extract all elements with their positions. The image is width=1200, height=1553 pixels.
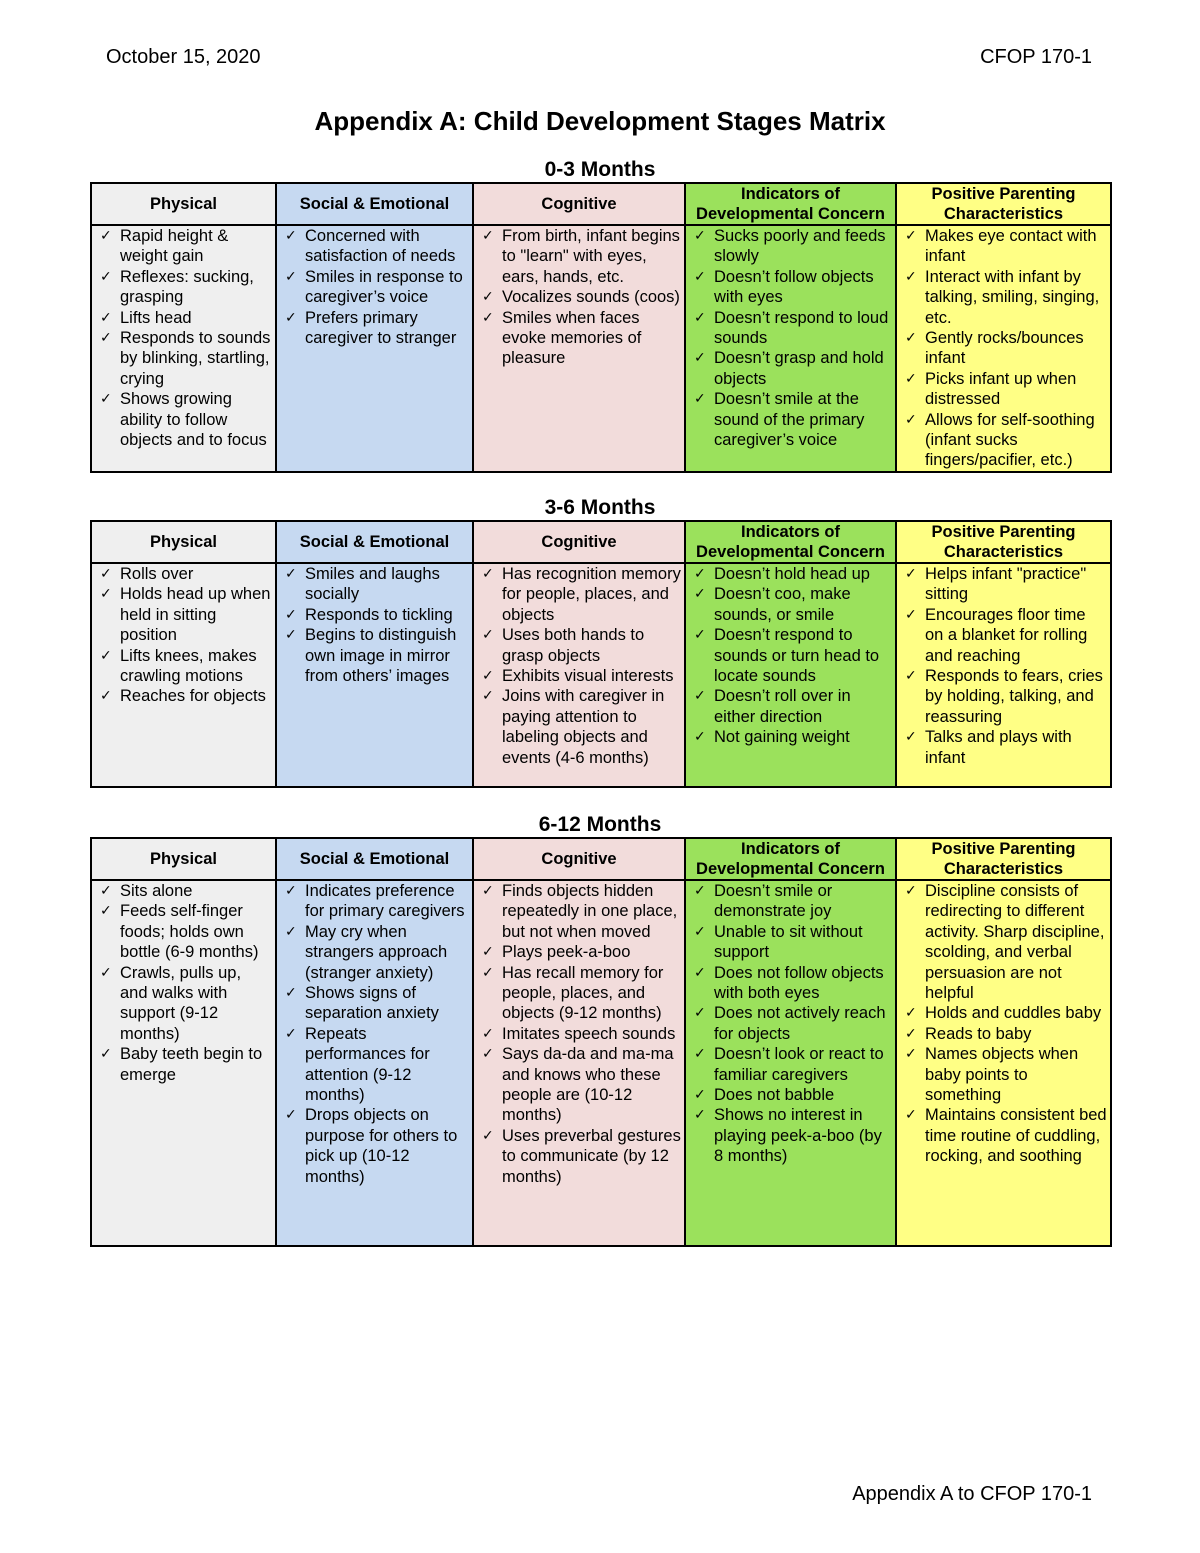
header-row bbox=[91, 521, 1111, 563]
cell-parenting bbox=[896, 225, 1111, 472]
cell-social bbox=[276, 225, 473, 472]
col-header-physical: Physical bbox=[91, 838, 276, 880]
checklist-item: ✓ Responds to sounds by blinking, startling, crying bbox=[100, 328, 273, 389]
checklist bbox=[686, 881, 895, 1167]
matrix-table-3-6 bbox=[90, 520, 1112, 788]
checklist bbox=[897, 881, 1110, 1167]
col-header-indicators: Indicators of Developmental Concern bbox=[685, 521, 896, 563]
cell-cognitive bbox=[473, 225, 685, 472]
col-header-physical: Physical bbox=[91, 521, 276, 563]
cell-social bbox=[276, 563, 473, 787]
col-header-cognitive: Cognitive bbox=[473, 183, 685, 225]
col-header-social: Social & Emotional bbox=[276, 838, 473, 880]
col-header-physical: Physical bbox=[91, 183, 276, 225]
checklist bbox=[474, 564, 684, 768]
checklist bbox=[277, 881, 472, 1187]
checklist-item: ✓ Doesn’t smile or demonstrate joy bbox=[694, 881, 893, 922]
checklist-item: ✓ Says da-da and ma-ma and knows who these people are (10-12 months) bbox=[482, 1044, 682, 1126]
checklist-item: ✓ Concerned with satisfaction of needs bbox=[285, 226, 470, 267]
checklist-item: ✓ Encourages floor time on a blanket for rolling and reaching bbox=[905, 605, 1108, 666]
cell-cognitive bbox=[473, 563, 685, 787]
cell-physical bbox=[91, 225, 276, 472]
checklist bbox=[92, 226, 275, 450]
col-header-indicators: Indicators of Developmental Concern bbox=[685, 838, 896, 880]
header-doc-id: CFOP 170-1 bbox=[980, 46, 1092, 68]
checklist-item: ✓ Not gaining weight bbox=[694, 727, 893, 747]
checklist-item: ✓ Does not actively reach for objects bbox=[694, 1003, 893, 1044]
matrix-table-6-12 bbox=[90, 837, 1112, 1247]
content-row bbox=[91, 225, 1111, 472]
checklist-item: ✓ Helps infant "practice" sitting bbox=[905, 564, 1108, 605]
checklist-item: ✓ Lifts knees, makes crawling motions bbox=[100, 646, 273, 687]
checklist-item: ✓ Makes eye contact with infant bbox=[905, 226, 1108, 267]
checklist-item: ✓ Uses both hands to grasp objects bbox=[482, 625, 682, 666]
checklist-item: ✓ Responds to fears, cries by holding, talking, and reassuring bbox=[905, 666, 1108, 727]
content-row bbox=[91, 880, 1111, 1246]
cell-indicators bbox=[685, 563, 896, 787]
section-title-0-3: 0-3 Months bbox=[544, 158, 656, 181]
checklist-item: ✓ Baby teeth begin to emerge bbox=[100, 1044, 273, 1085]
checklist-item: ✓ Smiles when faces evoke memories of pleasure bbox=[482, 308, 682, 369]
col-header-cognitive: Cognitive bbox=[473, 521, 685, 563]
checklist-item: ✓ Prefers primary caregiver to stranger bbox=[285, 308, 470, 349]
section-title-6-12: 6-12 Months bbox=[538, 813, 662, 836]
checklist-item: ✓ Does not babble bbox=[694, 1085, 893, 1105]
checklist-item: ✓ Feeds self-finger foods; holds own bottle (6-9 months) bbox=[100, 901, 273, 962]
checklist-item: ✓ Reaches for objects bbox=[100, 686, 273, 706]
checklist-item: ✓ Imitates speech sounds bbox=[482, 1024, 682, 1044]
checklist-item: ✓ Discipline consists of redirecting to different activity. Sharp discipline, scolding, and verbal persuasion are not helpful bbox=[905, 881, 1108, 1003]
checklist bbox=[897, 226, 1110, 471]
cell-indicators bbox=[685, 880, 896, 1246]
checklist-item: ✓ Gently rocks/bounces infant bbox=[905, 328, 1108, 369]
header-date: October 15, 2020 bbox=[106, 46, 261, 68]
checklist-item: ✓ Maintains consistent bed time routine of cuddling, rocking, and soothing bbox=[905, 1105, 1108, 1166]
checklist-item: ✓ Lifts head bbox=[100, 308, 273, 328]
cell-physical bbox=[91, 880, 276, 1246]
checklist bbox=[897, 564, 1110, 768]
checklist bbox=[474, 226, 684, 369]
checklist-item: ✓ Crawls, pulls up, and walks with support (9-12 months) bbox=[100, 963, 273, 1045]
checklist-item: ✓ Doesn’t smile at the sound of the primary caregiver’s voice bbox=[694, 389, 893, 450]
checklist-item: ✓ Unable to sit without support bbox=[694, 922, 893, 963]
checklist bbox=[277, 226, 472, 348]
checklist-item: ✓ Shows growing ability to follow objects and to focus bbox=[100, 389, 273, 450]
checklist bbox=[92, 881, 275, 1085]
checklist-item: ✓ Rapid height & weight gain bbox=[100, 226, 273, 267]
cell-physical bbox=[91, 563, 276, 787]
checklist-item: ✓ Responds to tickling bbox=[285, 605, 470, 625]
header-row bbox=[91, 838, 1111, 880]
col-header-indicators: Indicators of Developmental Concern bbox=[685, 183, 896, 225]
page-footer: Appendix A to CFOP 170-1 bbox=[852, 1483, 1092, 1505]
checklist-item: ✓ Doesn’t hold head up bbox=[694, 564, 893, 584]
checklist-item: ✓ Indicates preference for primary caregivers bbox=[285, 881, 470, 922]
checklist-item: ✓ Plays peek-a-boo bbox=[482, 942, 682, 962]
cell-social bbox=[276, 880, 473, 1246]
content-row bbox=[91, 563, 1111, 787]
col-header-social: Social & Emotional bbox=[276, 521, 473, 563]
checklist-item: ✓ Repeats performances for attention (9-12 months) bbox=[285, 1024, 470, 1106]
checklist-item: ✓ Picks infant up when distressed bbox=[905, 369, 1108, 410]
col-header-parenting: Positive Parenting Characteristics bbox=[896, 838, 1111, 880]
col-header-cognitive: Cognitive bbox=[473, 838, 685, 880]
checklist-item: ✓ Doesn’t coo, make sounds, or smile bbox=[694, 584, 893, 625]
checklist-item: ✓ Interact with infant by talking, smiling, singing, etc. bbox=[905, 267, 1108, 328]
checklist-item: ✓ Doesn’t follow objects with eyes bbox=[694, 267, 893, 308]
checklist bbox=[277, 564, 472, 686]
col-header-parenting: Positive Parenting Characteristics bbox=[896, 183, 1111, 225]
checklist-item: ✓ Allows for self-soothing (infant sucks fingers/pacifier, etc.) bbox=[905, 410, 1108, 471]
cell-cognitive bbox=[473, 880, 685, 1246]
checklist bbox=[92, 564, 275, 707]
checklist-item: ✓ Talks and plays with infant bbox=[905, 727, 1108, 768]
checklist-item: ✓ Sits alone bbox=[100, 881, 273, 901]
checklist-item: ✓ Doesn’t respond to loud sounds bbox=[694, 308, 893, 349]
checklist-item: ✓ Holds and cuddles baby bbox=[905, 1003, 1108, 1023]
checklist-item: ✓ Reads to baby bbox=[905, 1024, 1108, 1044]
cell-indicators bbox=[685, 225, 896, 472]
checklist-item: ✓ Finds objects hidden repeatedly in one place, but not when moved bbox=[482, 881, 682, 942]
checklist-item: ✓ Smiles in response to caregiver’s voice bbox=[285, 267, 470, 308]
matrix-table-0-3 bbox=[90, 182, 1112, 473]
checklist-item: ✓ Does not follow objects with both eyes bbox=[694, 963, 893, 1004]
checklist-item: ✓ Uses preverbal gestures to communicate (by 12 months) bbox=[482, 1126, 682, 1187]
checklist-item: ✓ Rolls over bbox=[100, 564, 273, 584]
checklist-item: ✓ Shows signs of separation anxiety bbox=[285, 983, 470, 1024]
checklist-item: ✓ Drops objects on purpose for others to pick up (10-12 months) bbox=[285, 1105, 470, 1187]
checklist-item: ✓ Smiles and laughs socially bbox=[285, 564, 470, 605]
checklist-item: ✓ Has recognition memory for people, places, and objects bbox=[482, 564, 682, 625]
col-header-social: Social & Emotional bbox=[276, 183, 473, 225]
header-row bbox=[91, 183, 1111, 225]
section-title-3-6: 3-6 Months bbox=[544, 496, 656, 519]
checklist-item: ✓ Vocalizes sounds (coos) bbox=[482, 287, 682, 307]
checklist-item: ✓ Doesn’t roll over in either direction bbox=[694, 686, 893, 727]
checklist-item: ✓ Has recall memory for people, places, and objects (9-12 months) bbox=[482, 963, 682, 1024]
checklist-item: ✓ Shows no interest in playing peek-a-boo (by 8 months) bbox=[694, 1105, 893, 1166]
checklist-item: ✓ May cry when strangers approach (stranger anxiety) bbox=[285, 922, 470, 983]
cell-parenting bbox=[896, 880, 1111, 1246]
checklist-item: ✓ Joins with caregiver in paying attention to labeling objects and events (4-6 months) bbox=[482, 686, 682, 768]
checklist-item: ✓ Names objects when baby points to something bbox=[905, 1044, 1108, 1105]
checklist-item: ✓ Doesn’t respond to sounds or turn head to locate sounds bbox=[694, 625, 893, 686]
checklist bbox=[686, 564, 895, 748]
checklist-item: ✓ Doesn’t look or react to familiar caregivers bbox=[694, 1044, 893, 1085]
page-title: Appendix A: Child Development Stages Matrix bbox=[314, 106, 886, 136]
checklist-item: ✓ Exhibits visual interests bbox=[482, 666, 682, 686]
cell-parenting bbox=[896, 563, 1111, 787]
col-header-parenting: Positive Parenting Characteristics bbox=[896, 521, 1111, 563]
checklist-item: ✓ Begins to distinguish own image in mirror from others’ images bbox=[285, 625, 470, 686]
checklist bbox=[474, 881, 684, 1187]
checklist-item: ✓ Reflexes: sucking, grasping bbox=[100, 267, 273, 308]
checklist bbox=[686, 226, 895, 450]
checklist-item: ✓ Holds head up when held in sitting position bbox=[100, 584, 273, 645]
checklist-item: ✓ From birth, infant begins to "learn" with eyes, ears, hands, etc. bbox=[482, 226, 682, 287]
checklist-item: ✓ Sucks poorly and feeds slowly bbox=[694, 226, 893, 267]
checklist-item: ✓ Doesn’t grasp and hold objects bbox=[694, 348, 893, 389]
